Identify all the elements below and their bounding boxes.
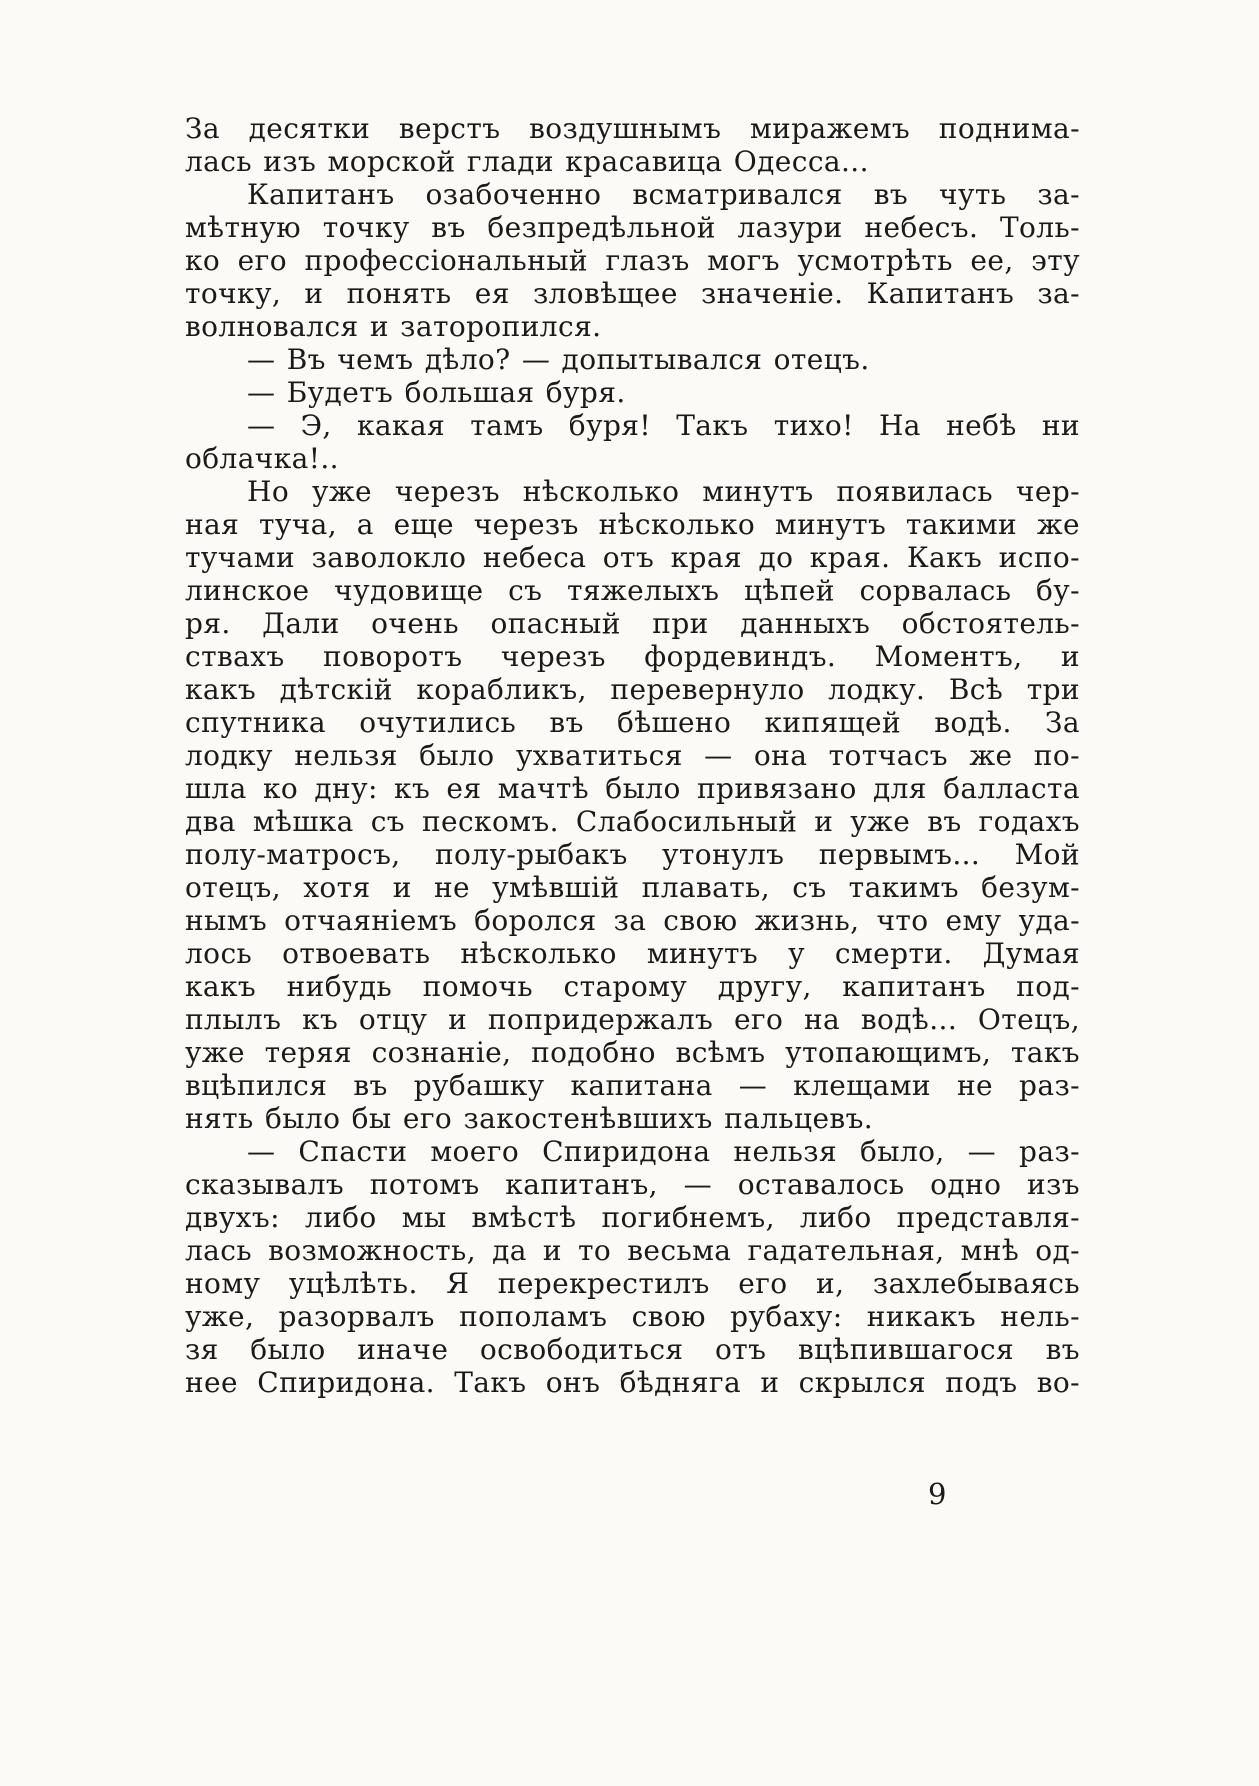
page-text <box>185 112 1080 1399</box>
text-line: лась возможность, да и то весьма гадательная, мнѣ од- <box>185 1234 1080 1267</box>
paragraph <box>185 376 1080 409</box>
text-line: какъ дѣтскій корабликъ, перевернуло лодку. Всѣ три <box>185 673 1080 706</box>
paragraph <box>185 475 1080 1135</box>
text-line: какъ нибудь помочь старому другу, капитанъ под- <box>185 970 1080 1003</box>
text-line: За десятки верстъ воздушнымъ миражемъ поднима- <box>185 112 1080 145</box>
page-number: 9 <box>928 1477 947 1511</box>
text-line: лось отвоевать нѣсколько минутъ у смерти. Думая <box>185 937 1080 970</box>
text-line: — Въ чемъ дѣло? — допытывался отецъ. <box>247 343 870 376</box>
paragraph <box>185 112 1080 178</box>
text-line: ствахъ поворотъ черезъ фордевиндъ. Моментъ, и <box>185 640 1080 673</box>
text-line: Капитанъ озабоченно всматривался въ чуть за- <box>247 178 1080 211</box>
text-line: нымъ отчаяніемъ боролся за свою жизнь, что ему уда- <box>185 904 1080 937</box>
text-line: двухъ: либо мы вмѣстѣ погибнемъ, либо представля- <box>185 1201 1080 1234</box>
text-line: линское чудовище съ тяжелыхъ цѣпей сорвалась бу- <box>185 574 1080 607</box>
text-line: шла ко дну: къ ея мачтѣ было привязано для балласта <box>185 772 1080 805</box>
text-line: волновался и заторопился. <box>185 310 602 343</box>
text-line: ко его профессіональный глазъ могъ усмотрѣть ее, эту <box>185 244 1080 277</box>
text-line: облачка!.. <box>185 442 339 475</box>
text-line: лась изъ морской глади красавица Одесса... <box>185 145 869 178</box>
text-line: ная туча, а еще черезъ нѣсколько минутъ такими же <box>185 508 1080 541</box>
text-line: нять было бы его закостенѣвшихъ пальцевъ. <box>185 1102 874 1135</box>
paragraph <box>185 178 1080 343</box>
text-line: — Э, какая тамъ буря! Такъ тихо! На небѣ ни <box>247 409 1080 442</box>
text-line: отецъ, хотя и не умѣвшій плавать, съ такимъ безум- <box>185 871 1080 904</box>
text-line: точку, и понять ея зловѣщее значеніе. Капитанъ за- <box>185 277 1080 310</box>
text-line: лодку нельзя было ухватиться — она тотчасъ же по- <box>185 739 1080 772</box>
text-line: — Спасти моего Спиридона нельзя было, — раз- <box>247 1135 1080 1168</box>
text-line: уже теряя сознаніе, подобно всѣмъ утопающимъ, такъ <box>185 1036 1080 1069</box>
paragraph <box>185 343 1080 376</box>
text-line: два мѣшка съ пескомъ. Слабосильный и уже въ годахъ <box>185 805 1080 838</box>
text-line: — Будетъ большая буря. <box>247 376 626 409</box>
text-line: уже, разорвалъ пополамъ свою рубаху: никакъ нель- <box>185 1300 1080 1333</box>
text-line: тучами заволокло небеса отъ края до края. Какъ испо- <box>185 541 1080 574</box>
text-line: ря. Дали очень опасный при данныхъ обстоятель- <box>185 607 1080 640</box>
paragraph <box>185 409 1080 475</box>
text-line: полу-матросъ, полу-рыбакъ утонулъ первымъ... Мой <box>185 838 1080 871</box>
text-line: нее Спиридона. Такъ онъ бѣдняга и скрылся подъ во- <box>185 1366 1080 1399</box>
text-line: мѣтную точку въ безпредѣльной лазури небесъ. Толь- <box>185 211 1080 244</box>
text-line: ному уцѣлѣть. Я перекрестилъ его и, захлебываясь <box>185 1267 1080 1300</box>
text-line: сказывалъ потомъ капитанъ, — оставалось одно изъ <box>185 1168 1080 1201</box>
paragraph <box>185 1135 1080 1399</box>
text-line: зя было иначе освободиться отъ вцѣпившагося въ <box>185 1333 1080 1366</box>
text-line: вцѣпился въ рубашку капитана — клещами не раз- <box>185 1069 1080 1102</box>
text-line: плылъ къ отцу и попридержалъ его на водѣ... Отецъ, <box>185 1003 1080 1036</box>
text-line: Но уже черезъ нѣсколько минутъ появилась чер- <box>247 475 1080 508</box>
text-line: спутника очутились въ бѣшено кипящей водѣ. За <box>185 706 1080 739</box>
